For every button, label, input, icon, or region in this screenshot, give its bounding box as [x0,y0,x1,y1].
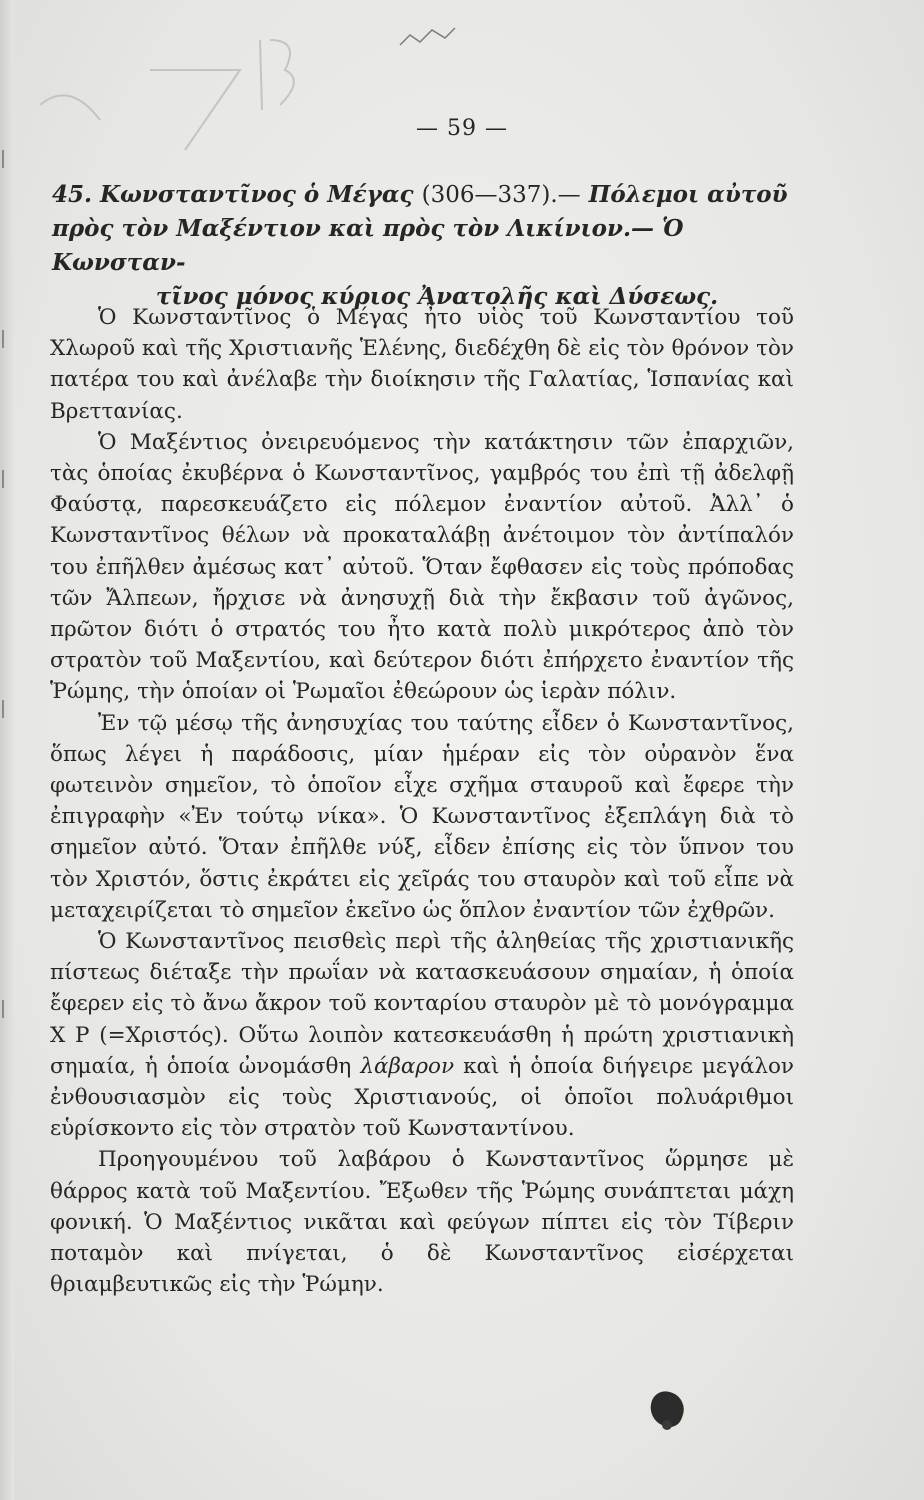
section-title-part1: Κωνσταντῖνος ὁ Μέγας [100,181,414,208]
paragraph-text: Ἐν τῷ μέσῳ τῆς ἀνησυχίας του ταύτης εἶδεν ὁ Κωνσταντῖνος, ὅπως λέγει ἡ παράδοσις, μίαν ἡμέραν εἰς τὸν οὐρανὸν ἕνα φωτεινὸν σημεῖον, τὸ ὁποῖον εἶχε σχῆμα σταυροῦ καὶ ἔφερε τὴν ἐπιγραφὴν «Ἐν τούτῳ νίκα». Ὁ Κωνσταντῖνος ἐξεπλάγη διὰ τὸ σημεῖον αὐτό. Ὅταν ἐπῆλθε νύξ, εἶδεν ἐπίσης εἰς τὸν ὕπνον του τὸν Χριστόν, ὅστις ἐκράτει εἰς χεῖράς του σταυρὸν καὶ τοῦ εἶπε νὰ μεταχειρίζεται τὸ σημεῖον ἐκεῖνο ὡς ὅπλον ἐναντίον τῶν ἐχθρῶν. [50,710,794,923]
paragraph-text: Ὁ Κωνσταντῖνος ὁ Μέγας ἦτο υἱὸς τοῦ Κωνσταντίου τοῦ Χλωροῦ καὶ τῆς Χριστιανῆς Ἑλένης, διεδέχθη δὲ εἰς τὸν θρόνον τὸν πατέρα του καὶ ἀνέλαβε τὴν διοίκησιν τῆς Γαλατίας, Ἱσπανίας καὶ Βρεττανίας. [50,305,794,424]
section-title-line2: πρὸς τὸν Μαξέντιον καὶ πρὸς τὸν Λικίνιον.— Ὁ Κωνσταν- [52,215,684,276]
pencil-marks [0,0,924,200]
italic-term: λάβαρον [360,1053,455,1079]
page-left-edge [0,0,14,1500]
paragraph [50,427,794,708]
paragraph [50,926,794,1144]
paragraph [50,302,794,427]
section-title-line3: τῖνος μόνος κύριος Ἀνατολῆς καὶ Δύσεως. [155,283,719,310]
margin-mark [2,330,10,348]
paragraph [50,1144,794,1300]
section-number: 45. [52,181,93,208]
page-number: — 59 — [416,116,508,141]
paragraph [50,708,794,926]
section-heading [52,178,792,314]
paragraph-text: καὶ ἡ ὁποία διήγειρε μεγάλον ἐνθουσιασμὸν εἰς τοὺς Χριστιανούς, οἱ ὁποῖοι πολυάριθμοι εὑρίσκοντο εἰς τὸν στρατὸν τοῦ Κωνσταντίνου. [50,1053,795,1142]
section-dates: (306—337).— [421,182,581,208]
paragraph-text: Προηγουμένου τοῦ λαβάρου ὁ Κωνσταντῖνος ὥρμησε μὲ θάρρος κατὰ τοῦ Μαξεντίου. Ἔξωθεν τῆς Ῥώμης συνάπτεται μάχη φονική. Ὁ Μαξέντιος νικᾶται καὶ φεύγων πίπτει εἰς τὸν Τίβεριν ποταμὸν καὶ πνίγεται, ὁ δὲ Κωνσταντῖνος εἰσέρχεται θριαμβευτικῶς εἰς τὴν Ῥώμην. [50,1147,794,1298]
paragraph-text: Ὁ Μαξέντιος ὀνειρευόμενος τὴν κατάκτησιν τῶν ἐπαρχιῶν, τὰς ὁποίας ἐκυβέρνα ὁ Κωνσταντῖνος, γαμβρός του ἐπὶ τῇ ἀδελφῇ Φαύστᾳ, παρεσκευάζετο εἰς πόλεμον ἐναντίον αὐτοῦ. Ἀλλ᾽ ὁ Κωνσταντῖνος θέλων νὰ προκαταλάβῃ ἀνέτοιμον τὸν ἀντίπαλόν του ἐπῆλθεν ἀμέσως κατ᾽ αὐτοῦ. Ὅταν ἔφθασεν εἰς τοὺς πρόποδας τῶν Ἄλπεων, ἤρχισε νὰ ἀνησυχῇ διὰ τὴν ἔκβασιν τοῦ ἀγῶνος, πρῶτον διότι ὁ στρατός του ἦτο κατὰ πολὺ μικρότερος ἀπὸ τὸν στρατὸν τοῦ Μαξεντίου, καὶ δεύτερον διότι ἐπήρχετο ἐναντίον τῆς Ῥώμης, τὴν ὁποίαν οἱ Ῥωμαῖοι ἐθεώρουν ὡς ἱερὰν πόλιν. [50,429,794,705]
paragraph-text: Ὁ Κωνσταντῖνος πεισθεὶς περὶ τῆς ἀληθείας τῆς χριστιανικῆς πίστεως διέταξε τὴν πρωΐαν νὰ κατασκευάσουν σημαίαν, ἡ ὁποία ἔφερεν εἰς τὸ ἄνω ἄκρον τοῦ κονταρίου σταυρὸν μὲ τὸ μονόγραμμα Χ Ρ (=Χριστός). Οὕτω λοιπὸν κατεσκευάσθη ἡ πρώτη χριστιανικὴ σημαία, ἡ ὁποία ὠνομάσθη [50,929,794,1079]
margin-mark [2,700,10,718]
margin-mark [2,470,10,488]
ink-stain-drop [662,1420,672,1430]
section-title-part2: Πόλεμοι αὐτοῦ [588,181,788,208]
margin-mark [2,1000,10,1018]
body-text [50,302,794,1301]
